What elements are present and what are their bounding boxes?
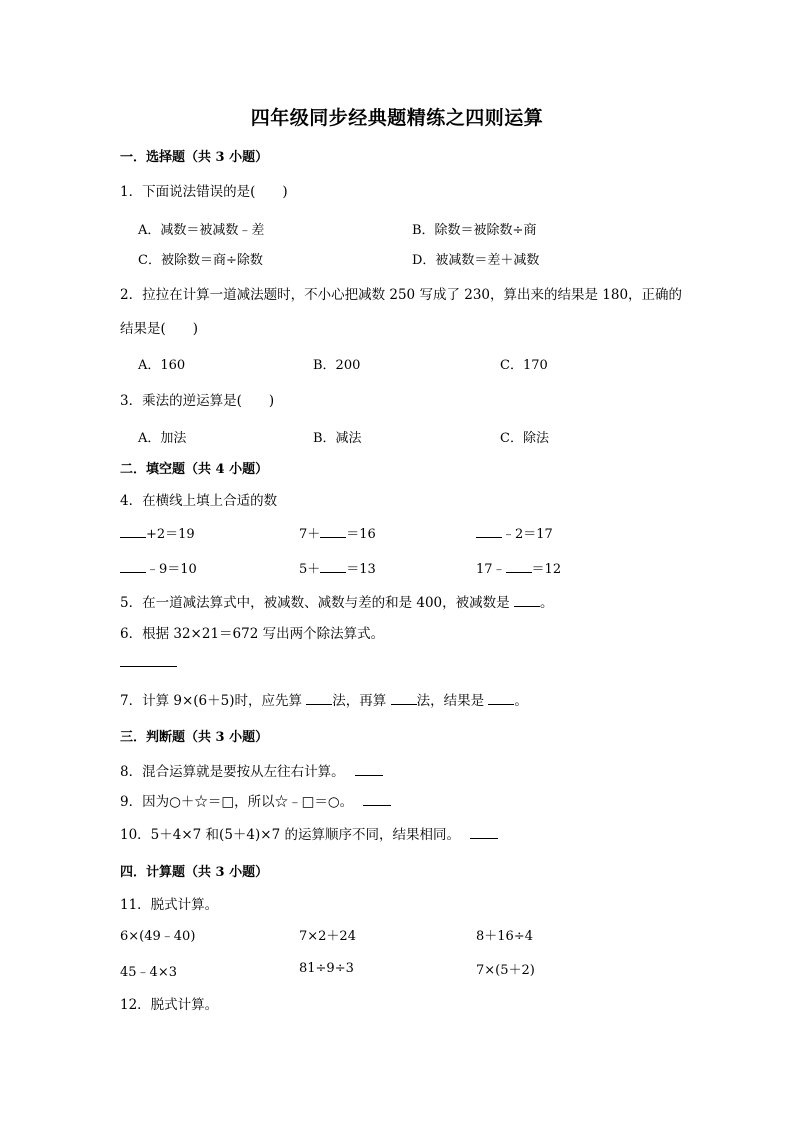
q2-option-c: C．170 [500, 358, 548, 373]
page-title: 四年级同步经典题精练之四则运算 [250, 107, 544, 129]
question-1-stem: 1．下面说法错误的是( ) [120, 184, 288, 200]
question-4-stem: 4．在横线上填上合适的数 [120, 493, 278, 509]
q6-answer-line[interactable] [120, 666, 177, 667]
question-2-stem-line2: 结果是( ) [120, 321, 199, 337]
q2-option-a: A．160 [138, 358, 186, 373]
question-5-stem: 5．在一道减法算式中，被减数、减数与差的和是 400，被减数是 。 [120, 595, 554, 611]
answer-blank[interactable] [506, 560, 532, 573]
question-6-stem: 6．根据 32×21＝672 写出两个除法算式。 [120, 626, 385, 642]
question-9-stem: 9．因为○＋☆＝□，所以☆﹣□＝○。 [120, 790, 391, 810]
question-10-stem: 10．5＋4×7 和(5＋4)×7 的运算顺序不同，结果相同。 [120, 823, 498, 843]
section-heading-calc: 四．计算题（共 3 小题） [120, 865, 269, 880]
q11-expression-2: 7×2＋24 [299, 929, 356, 944]
answer-blank[interactable] [320, 525, 346, 538]
answer-blank[interactable] [320, 560, 346, 573]
answer-blank[interactable] [476, 525, 502, 538]
q11-expression-6: 7×(5＋2) [476, 963, 535, 978]
answer-blank[interactable] [306, 692, 332, 705]
question-2-stem-line1: 2．拉拉在计算一道减法题时，不小心把减数 250 写成了 230，算出来的结果是 180，正确的 [120, 287, 683, 303]
q11-expression-5: 81÷9÷3 [299, 961, 354, 976]
question-11-stem: 11．脱式计算。 [120, 897, 219, 913]
answer-blank[interactable] [514, 594, 540, 607]
q4-equation-2: 7＋ ＝16 [299, 527, 376, 542]
question-8-stem: 8．混合运算就是要按从左往右计算。 [120, 760, 383, 780]
section-heading-choice: 一．选择题（共 3 小题） [120, 150, 269, 165]
answer-blank[interactable] [355, 763, 383, 776]
q4-equation-3: ﹣2＝17 [476, 523, 553, 542]
section-heading-fill: 二．填空题（共 4 小题） [120, 462, 269, 477]
q1-option-c: C．被除数＝商÷除数 [138, 253, 263, 268]
q3-option-b: B．减法 [313, 431, 362, 446]
answer-blank[interactable] [391, 692, 417, 705]
q3-option-a: A．加法 [138, 431, 187, 446]
q4-equation-4: ﹣9＝10 [120, 558, 197, 577]
q1-option-b: B．除数＝被除数÷商 [412, 223, 537, 238]
question-12-stem: 12．脱式计算。 [120, 997, 219, 1013]
q1-option-d: D．被减数＝差＋减数 [412, 253, 540, 268]
q2-option-b: B．200 [313, 358, 361, 373]
answer-blank[interactable] [120, 560, 146, 573]
q3-option-c: C．除法 [500, 431, 549, 446]
answer-blank[interactable] [488, 692, 514, 705]
q4-equation-6: 17﹣ ＝12 [476, 562, 562, 577]
answer-blank[interactable] [470, 826, 498, 839]
answer-blank[interactable] [363, 793, 391, 806]
q4-equation-1: +2＝19 [120, 523, 195, 542]
section-heading-judge: 三．判断题（共 3 小题） [120, 730, 269, 745]
q4-equation-5: 5＋ ＝13 [299, 562, 376, 577]
q11-expression-1: 6×(49﹣40) [120, 929, 196, 944]
q1-option-a: A．减数＝被减数﹣差 [138, 223, 265, 238]
question-7-stem: 7．计算 9×(6＋5)时，应先算 法，再算 法，结果是 。 [120, 693, 528, 709]
q11-expression-4: 45﹣4×3 [120, 965, 177, 980]
question-3-stem: 3．乘法的逆运算是( ) [120, 393, 275, 409]
answer-blank[interactable] [120, 525, 146, 538]
q11-expression-3: 8＋16÷4 [476, 929, 533, 944]
